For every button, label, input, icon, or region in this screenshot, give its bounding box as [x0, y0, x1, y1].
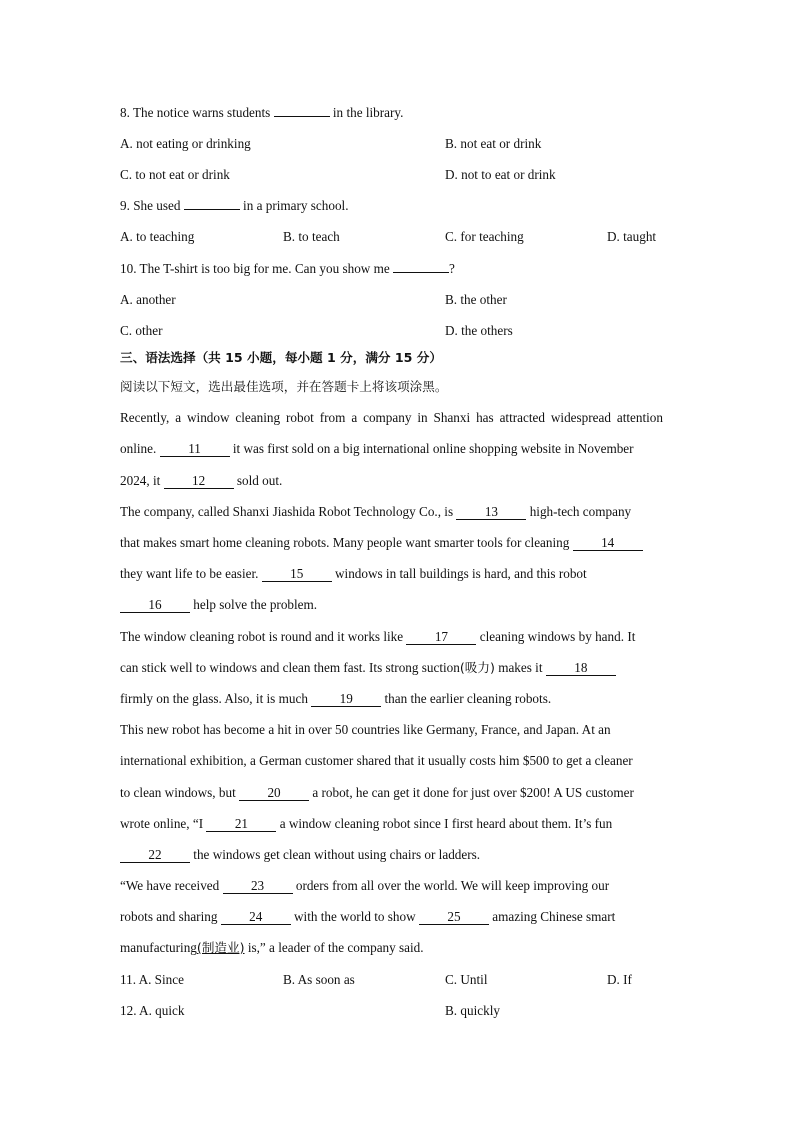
passage-text: amazing Chinese smart: [488, 909, 616, 924]
option-b: B. the other: [445, 292, 507, 307]
blank-12: 12: [164, 474, 234, 489]
blank-14: 14: [573, 536, 643, 551]
passage-text: firmly on the glass. Also, it is much: [120, 691, 312, 706]
option-b: B. As soon as: [283, 972, 355, 987]
blank-11: 11: [160, 442, 230, 457]
passage-text: Recently, a window cleaning robot from a company in Shanxi has attracted widespread attention: [120, 410, 663, 425]
passage-line: [120, 691, 551, 707]
blank-20: 20: [239, 786, 309, 801]
question-text: in a primary school.: [239, 198, 349, 213]
question-text: in the library.: [329, 105, 404, 120]
option-d: D. If: [607, 972, 632, 987]
passage-text: help solve the problem.: [190, 597, 318, 612]
section-heading: 三、语法选择（共 15 小题，每小题 1 分，满分 15 分）: [120, 350, 442, 365]
blank-25: 25: [419, 910, 489, 925]
passage-text: can stick well to windows and clean them fast. Its strong suction: [120, 660, 460, 675]
passage-text: is,” a leader of the company said.: [244, 940, 424, 955]
blank-21: 21: [206, 817, 276, 832]
option-a: A. not eating or drinking: [120, 136, 251, 151]
option-d: D. not to eat or drink: [445, 167, 556, 182]
passage-line: [120, 847, 480, 863]
passage-line: [120, 909, 615, 925]
question-text: ?: [449, 261, 455, 276]
passage-line: [120, 441, 634, 457]
blank-15: 15: [262, 567, 332, 582]
passage-text: 2024, it: [120, 473, 164, 488]
passage-text: sold out.: [233, 473, 283, 488]
option-a: 11. A. Since: [120, 972, 184, 987]
passage-line: [120, 566, 587, 582]
passage-line: [120, 816, 612, 832]
passage-line: [120, 535, 643, 551]
chinese-gloss: (吸力): [459, 660, 495, 675]
blank-22: 22: [120, 848, 190, 863]
passage-text: to clean windows, but: [120, 785, 240, 800]
blank-18: 18: [546, 661, 616, 676]
blank-19: 19: [311, 692, 381, 707]
option-b: B. to teach: [283, 229, 340, 244]
answer-blank: [274, 116, 330, 117]
blank-24: 24: [221, 910, 291, 925]
question-text: 8. The notice warns students: [120, 105, 274, 120]
question-10-stem: [120, 261, 455, 277]
question-8-stem: [120, 105, 403, 121]
blank-13: 13: [456, 505, 526, 520]
passage-text: manufacturing: [120, 940, 197, 955]
question-text: 9. She used: [120, 198, 184, 213]
passage-line: [120, 629, 635, 645]
answer-blank: [184, 209, 240, 210]
passage-text: international exhibition, a German customer shared that it usually costs him $500 to get a cleaner: [120, 753, 633, 768]
passage-text: windows in tall buildings is hard, and this robot: [331, 566, 587, 581]
passage-text: with the world to show: [290, 909, 419, 924]
passage-line: [120, 504, 631, 520]
passage-text: they want life to be easier.: [120, 566, 262, 581]
blank-17: 17: [406, 630, 476, 645]
passage-line: [120, 410, 663, 426]
blank-23: 23: [223, 879, 293, 894]
passage-text: online.: [120, 441, 160, 456]
passage-text: the windows get clean without using chairs or ladders.: [190, 847, 481, 862]
option-c: C. Until: [445, 972, 488, 987]
passage-line: [120, 878, 609, 894]
passage-text: a window cleaning robot since I first heard about them. It’s fun: [276, 816, 613, 831]
option-a: 12. A. quick: [120, 1003, 185, 1018]
option-a: A. to teaching: [120, 229, 195, 244]
blank-16: 16: [120, 598, 190, 613]
option-c: C. other: [120, 323, 163, 338]
option-d: D. taught: [607, 229, 657, 244]
option-c: C. to not eat or drink: [120, 167, 230, 182]
option-a: A. another: [120, 292, 176, 307]
passage-text: a robot, he can get it done for just over $200! A US customer: [309, 785, 634, 800]
passage-text: “We have received: [120, 878, 223, 893]
passage-text: high-tech company: [526, 504, 632, 519]
passage-line: [120, 722, 611, 738]
passage-line: [120, 597, 317, 613]
passage-line: [120, 753, 633, 769]
option-d: D. the others: [445, 323, 513, 338]
option-b: B. not eat or drink: [445, 136, 542, 151]
passage-text: than the earlier cleaning robots.: [381, 691, 552, 706]
passage-text: makes it: [494, 660, 546, 675]
passage-text: This new robot has become a hit in over 50 countries like Germany, France, and Japan. At an: [120, 722, 611, 737]
passage-text: cleaning windows by hand. It: [476, 629, 636, 644]
question-9-stem: [120, 198, 349, 214]
passage-text: The window cleaning robot is round and it works like: [120, 629, 407, 644]
passage-line: [120, 785, 634, 801]
passage-text: it was first sold on a big international online shopping website in November: [229, 441, 634, 456]
passage-text: that makes smart home cleaning robots. Many people want smarter tools for cleaning: [120, 535, 573, 550]
passage-line: [120, 940, 424, 956]
passage-text: robots and sharing: [120, 909, 221, 924]
passage-line: [120, 473, 282, 489]
passage-text: wrote online, “I: [120, 816, 207, 831]
question-text: 10. The T-shirt is too big for me. Can you show me: [120, 261, 394, 276]
option-b: B. quickly: [445, 1003, 500, 1018]
passage-line: [120, 660, 616, 676]
passage-text: The company, called Shanxi Jiashida Robot Technology Co., is: [120, 504, 457, 519]
passage-text: orders from all over the world. We will keep improving our: [292, 878, 610, 893]
section-instruction: 阅读以下短文，选出最佳选项，并在答题卡上将该项涂黑。: [120, 379, 448, 394]
answer-blank: [393, 272, 449, 273]
option-c: C. for teaching: [445, 229, 524, 244]
chinese-gloss: (制造业): [196, 940, 245, 955]
